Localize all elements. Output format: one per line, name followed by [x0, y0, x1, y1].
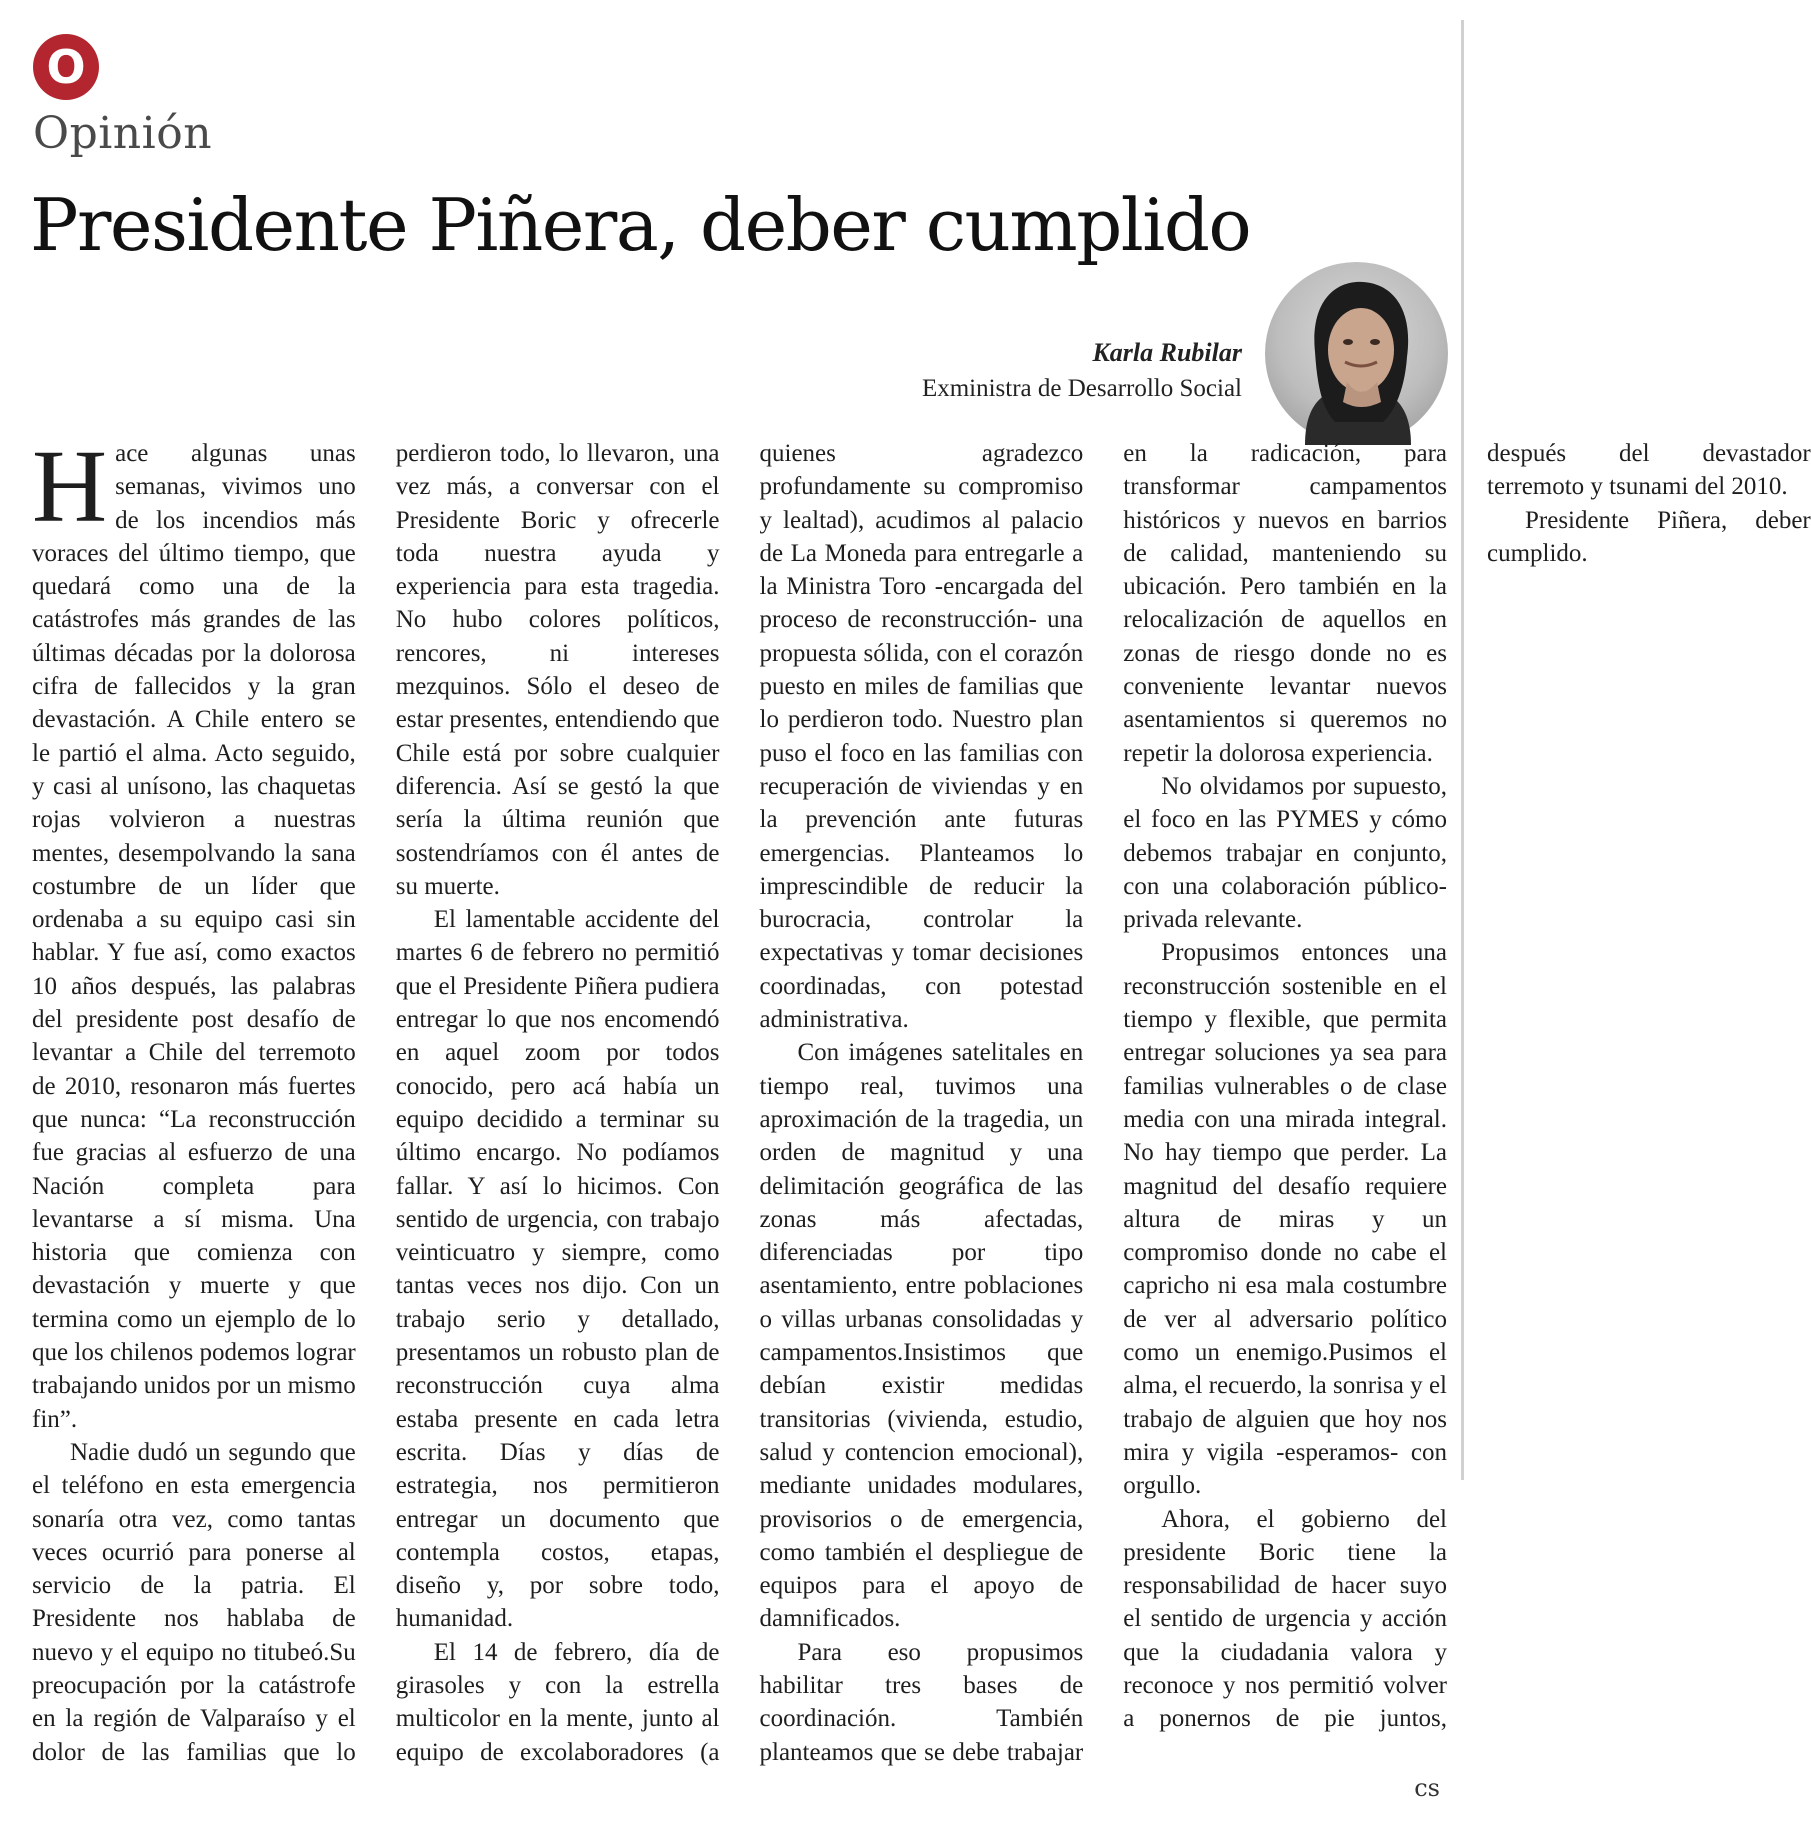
paragraph: Nadie dudó un segundo que el teléfono en esta emergencia sonaría otra vez, como tantas veces ocurrió para ponerse al servicio de la patria. El Presidente nos hablaba de nuevo y el equipo no titubeó.Su preocupación por la catástrofe en la región de Valparaíso y el dolor de las familias que lo perdieron todo, lo llevaron, una vez más, a conversar con el Presidente Boric y ofrecerle toda nuestra ayuda y experiencia para esta tragedia. No hubo colores políticos, rencores, ni intereses mezquinos. Sólo el deseo de estar presentes, entendiendo que Chile está por sobre cualquier diferencia. Así se gestó la que sería la última reunión que sostendríamos con él antes de su muerte. [32, 440, 720, 1766]
author-name: Karla Rubilar [1092, 338, 1242, 367]
paragraph [32, 429, 356, 1436]
headline: Presidente Piñera, deber cumplido [30, 183, 1251, 267]
paragraph: Con imágenes satelitales en tiempo real, tuvimos una aproximación de la tragedia, un orden de magnitud y una delimitación geográfica de las zonas más afectadas, diferenciadas por tipo asentamiento, entre poblaciones o villas urbanas consolidadas y campamentos.Insistimos que debían existir medidas transitorias (vivienda, estudio, salud y contencion emocional), mediante unidades modulares, provisorios o de emergencia, como también el despliegue de equipos para el apoyo de damnificados. [759, 1039, 1084, 1633]
end-mark: cs [1414, 1774, 1440, 1802]
paragraph: No olvidamos por supuesto, el foco en las PYMES y cómo debemos trabajar en conjunto, con una colaboración público-privada relevante. [1123, 772, 1447, 934]
paragraph: El 14 de febrero, día de girasoles y con la estrella multicolor en la mente, junto al equipo de excolaboradores (a quienes agradezco profundamente su compromiso y lealtad), acudimos al palacio de La Moneda para entregarle a la Ministra Toro -encargada del proceso de reconstrucción- una propuesta sólida, con el corazón puesto en miles de familias que lo perdieron todo. Nuestro plan puso el foco en las familias con recuperación de viviendas y en la prevención ante futuras emergencias. Planteamos lo imprescindible de reducir la burocracia, controlar la expectativas y tomar decisiones coordinadas, con potestad administrativa. [395, 440, 1084, 1766]
paragraph: Ahora, el gobierno del presidente Boric tiene la responsabilidad de hacer suyo el sentido de urgencia y acción que la ciudadania valora y reconoce y nos permitió volver a ponernos de pie juntos, después del devastador terremoto y tsunami del 2010. [1123, 440, 1811, 1733]
dropcap: H [32, 429, 108, 544]
byline [922, 335, 1242, 407]
paragraph: Presidente Piñera, deber cumplido. [1487, 506, 1811, 567]
paragraph: Para eso propusimos habilitar tres bases de coordinación. También planteamos que se debe trabajar en la radicación, para transformar campamentos históricos y nuevos en barrios de calidad, manteniendo su ubicación. Pero también en la relocalización de aquellos en zonas de riesgo donde no es conveniente levantar nuevos asentamientos si queremos no repetir la dolorosa experiencia. [759, 440, 1447, 1766]
page-edge [1461, 20, 1464, 1480]
author-portrait-icon [1265, 262, 1448, 445]
author-photo [1265, 262, 1448, 445]
article-body [32, 429, 1811, 1797]
paragraph-text: ace algunas unas semanas, vivimos uno de los incendios más voraces del último tiempo, que quedará como una de la catástrofes más grandes de las últimas décadas por la dolorosa cifra de fallecidos y la gran devastación. A Chile entero se le partió el alma. Acto seguido, y casi al unísono, las chaquetas rojas volvieron a nuestras mentes, desempolvando la sana costumbre de un líder que ordenaba a su equipo casi sin hablar. Y fue así, como exactos 10 años después, las palabras del presidente post desafío de levantar a Chile del terremoto de 2010, resonaron más fuertes que nunca: “La reconstrucción fue gracias al esfuerzo de una Nación completa para levantarse a sí misma. Una historia que comienza con devastación y muerte y que termina como un ejemplo de lo que los chilenos podemos lograr trabajando unidos por un mismo fin”. [32, 440, 356, 1433]
section-badge: O [33, 34, 99, 100]
paragraph: El lamentable accidente del martes 6 de febrero no permitió que el Presidente Piñera pudiera entregar lo que nos encomendó en aquel zoom por todos conocido, pero acá había un equipo decidido a terminar su último encargo. No podíamos fallar. Y así lo hicimos. Con sentido de urgencia, con trabajo veinticuatro y siempre, como tantas veces nos dijo. Con un trabajo serio y detallado, presentamos un robusto plan de reconstrucción cuya alma estaba presente en cada letra escrita. Días y días de estrategia, nos permitieron entregar un documento que contempla costos, etapas, diseño y, por sobre todo, humanidad. [395, 906, 720, 1633]
section-label: Opinión [33, 108, 213, 159]
paragraph: Propusimos entonces una reconstrucción sostenible en el tiempo y flexible, que permita entregar soluciones ya sea para familias vulnerables o de clase media con una mirada integral. No hay tiempo que perder. La magnitud del desafío requiere altura de miras y un compromiso donde no cabe el capricho ni esa mala costumbre de ver al adversario político como un enemigo.Pusimos el alma, el recuerdo, la sonrisa y el trabajo de alguien que hoy nos mira y vigila -esperamos- con orgullo. [1123, 939, 1447, 1500]
author-role: Exministra de Desarrollo Social [921, 375, 1242, 402]
